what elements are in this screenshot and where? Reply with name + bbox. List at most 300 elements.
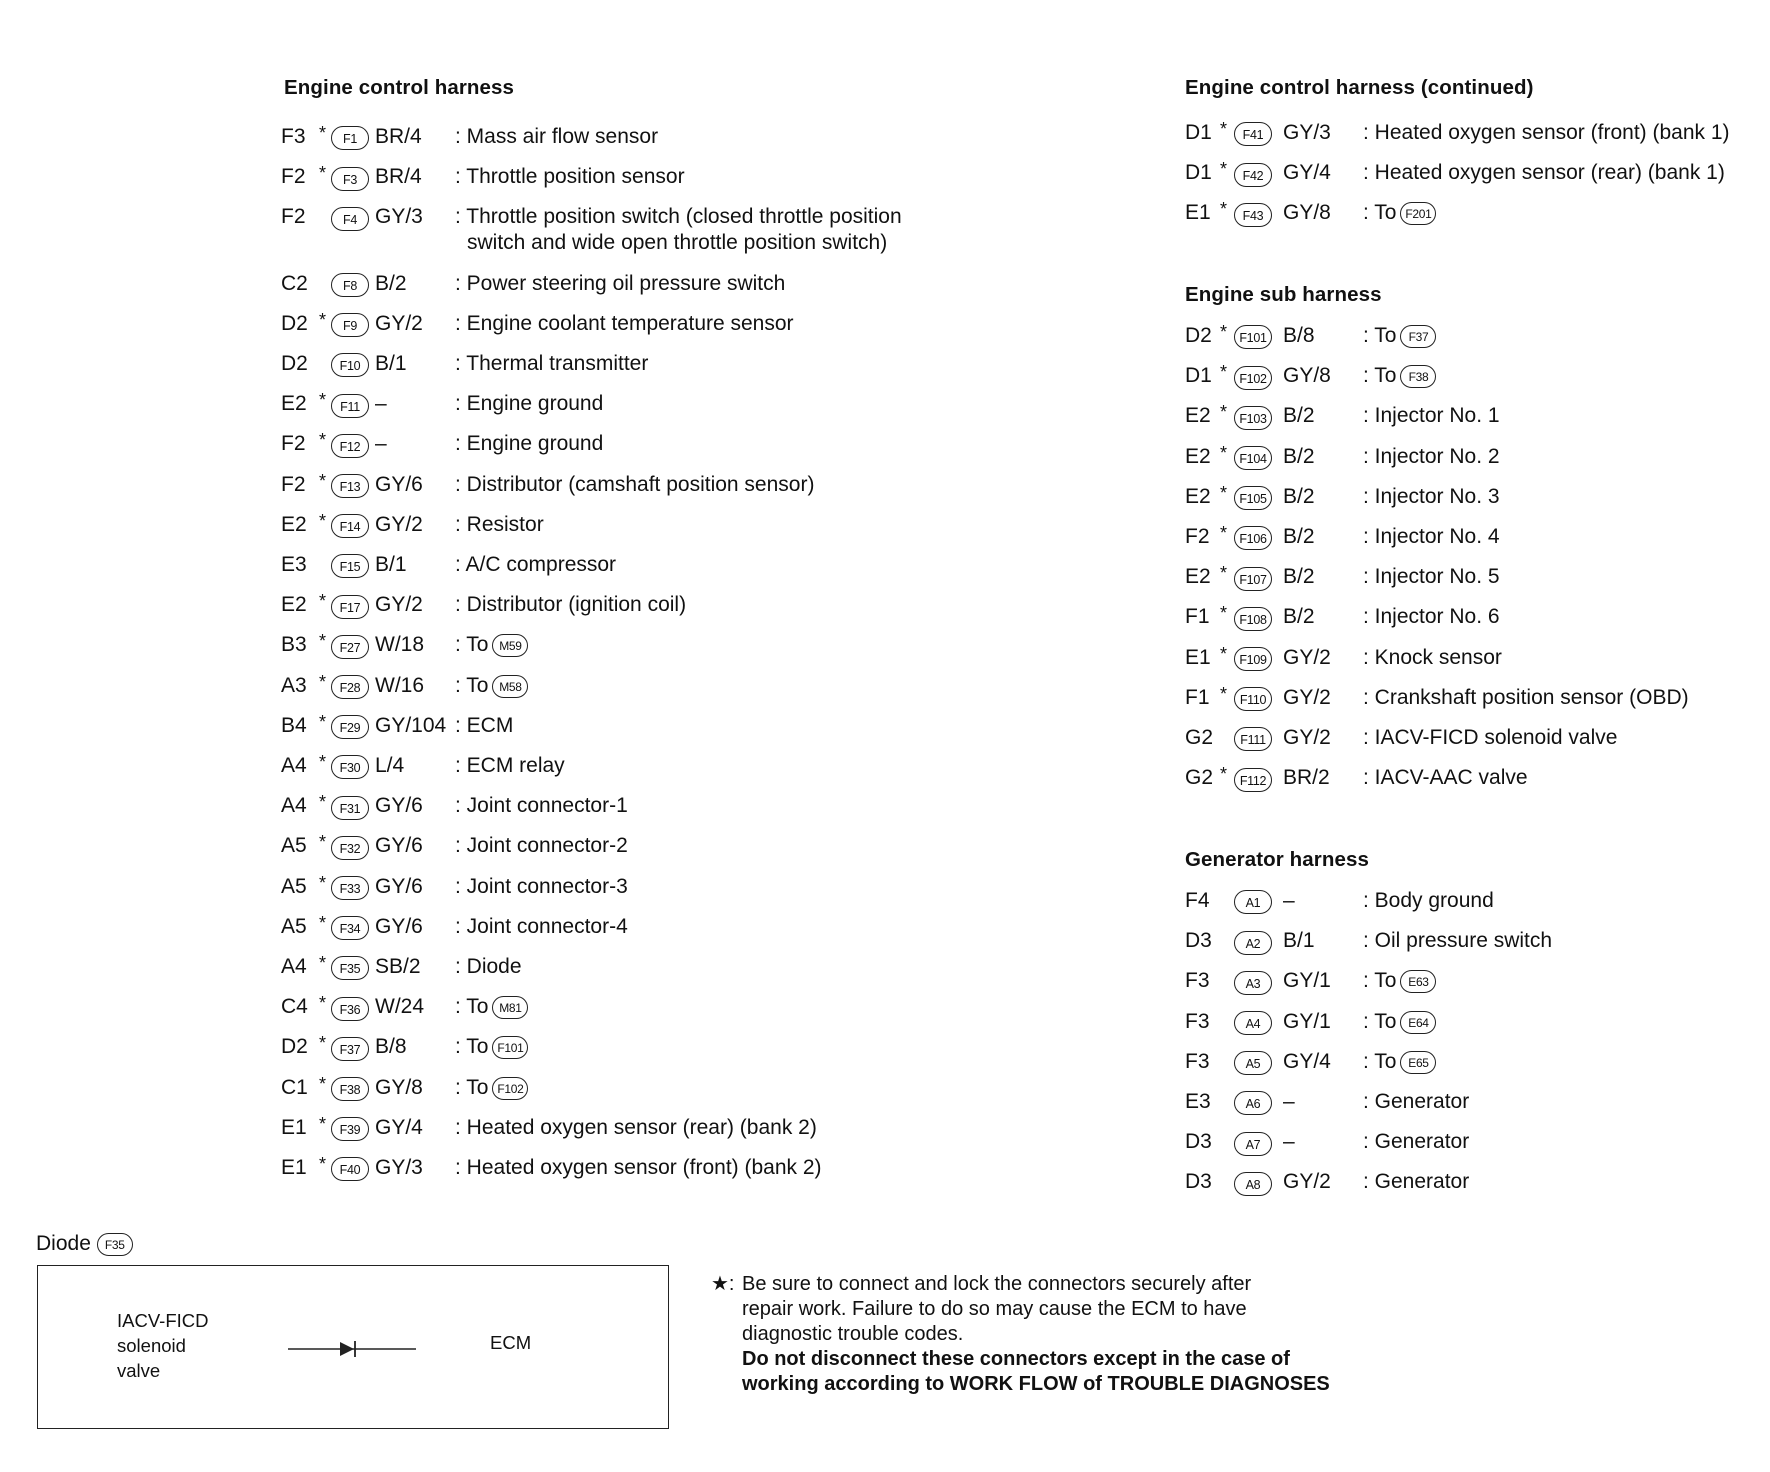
connector-description [455,512,544,538]
description-text: : To [455,633,489,657]
target-connector-icon: M59 [492,634,528,657]
connector-number-icon: F105 [1234,486,1272,510]
connector-number-icon: F27 [331,635,369,659]
grid-reference: A3 [281,673,307,697]
connector-description [455,431,603,457]
lock-mark: * [1220,119,1228,139]
connector-type: GY/1 [1283,1009,1331,1033]
connector-type: B/2 [1283,565,1315,589]
connector-type: GY/8 [1283,364,1331,388]
connector-number-icon: F15 [331,554,369,578]
lock-mark: * [1220,603,1228,624]
description-text: : Knock sensor [1363,645,1502,669]
connector-icon-wrap [331,165,369,191]
connector-type: B/8 [375,1035,407,1059]
connector-description [455,472,814,498]
connector-description [1363,1169,1469,1195]
connector-type: – [375,432,387,456]
connector-icon-wrap [1234,525,1272,551]
description-text: : Engine coolant temperature sensor [455,311,794,335]
lock-mark: * [1220,322,1228,342]
connector-type: GY/104 [375,713,447,737]
connector-description [455,833,628,859]
connector-type: – [1283,1130,1295,1154]
target-connector-icon: F101 [492,1036,528,1059]
connector-type: GY/8 [1283,201,1331,225]
connector-number-icon: F110 [1234,687,1272,711]
connector-number-icon: A3 [1234,971,1272,995]
lock-mark: * [319,309,327,330]
description-text: : Power steering oil pressure switch [455,271,786,295]
connector-number-icon: F38 [331,1077,369,1101]
grid-reference: E2 [1185,444,1211,468]
section-title-engine-control-harness-continued: Engine control harness (continued) [1185,76,1534,99]
lock-mark: * [319,591,327,612]
grid-reference: D3 [1185,929,1212,953]
connector-description [455,1115,817,1141]
connector-number-icon: F1 [331,126,369,150]
connector-description [1363,604,1500,630]
lock-mark: * [319,123,327,143]
connector-icon-wrap [1234,201,1272,227]
description-text: : Oil pressure switch [1363,929,1553,953]
connector-number-icon: F34 [331,916,369,940]
diode-diagram [37,1265,669,1429]
connector-description [1363,928,1552,954]
connector-number-icon: F37 [331,1037,369,1061]
connector-description [1363,1009,1436,1035]
lock-mark: * [1220,523,1228,543]
grid-reference: E1 [281,1156,307,1179]
connector-type: GY/1 [1283,969,1331,993]
connector-type: GY/6 [375,472,423,496]
description-text: : Thermal transmitter [455,352,649,375]
description-text: : Body ground [1363,889,1494,912]
connector-description [455,632,528,658]
grid-reference: E1 [1185,645,1211,669]
connector-icon-wrap [331,1035,369,1061]
description-text: : Engine ground [455,392,604,416]
connector-icon-wrap [331,593,369,619]
connector-description [1363,888,1494,914]
target-connector-icon: F37 [1400,325,1436,348]
connector-description [1363,200,1436,226]
connector-type: BR/2 [1283,766,1330,790]
grid-reference: F3 [1185,969,1210,993]
connector-number-icon: F9 [331,313,369,337]
grid-reference: D3 [1185,1170,1212,1194]
grid-reference: E2 [1185,484,1211,508]
connector-number-icon: F108 [1234,607,1272,631]
connector-icon-wrap [1234,1130,1272,1156]
section-title-generator-harness: Generator harness [1185,848,1369,871]
connector-icon-wrap [1234,686,1272,712]
grid-reference: F2 [281,432,306,456]
diode-input-label [117,1308,208,1383]
target-connector-icon: F38 [1400,365,1436,388]
connector-icon-wrap [1234,485,1272,511]
connector-description [455,1034,528,1060]
connector-description [455,592,686,618]
diode-input-line-3: valve [117,1360,161,1381]
connector-type: GY/4 [1283,1049,1331,1073]
connector-description [455,753,565,779]
connector-icon-wrap [331,392,369,418]
diode-caption [36,1232,133,1256]
connector-description [455,164,685,190]
connector-icon-wrap [1234,324,1272,350]
connector-description [455,874,628,900]
lock-mark: * [1220,563,1228,584]
lock-mark: * [319,1073,327,1094]
connector-number-icon: F104 [1234,446,1272,470]
description-text: : Joint connector-2 [455,834,628,858]
connector-description [1363,120,1730,146]
connector-icon-wrap [1234,404,1272,430]
target-connector-icon: M58 [492,675,528,698]
grid-reference: A5 [281,914,307,938]
connector-icon-wrap [331,513,369,539]
grid-reference: A4 [281,754,307,777]
connector-icon-wrap [331,473,369,499]
grid-reference: E2 [281,512,307,536]
connector-type: B/2 [1283,525,1315,548]
description-text-continued: switch and wide open throttle position switch) [467,231,888,255]
description-text: : Injector No. 6 [1363,605,1500,629]
description-text: : Diode [455,955,522,978]
grid-reference: E2 [281,593,307,617]
diode-caption-text: Diode [36,1232,91,1255]
description-text: : To [1363,1049,1397,1073]
connector-icon-wrap [1234,364,1272,390]
lock-mark: * [319,1113,327,1134]
caution-note [711,1272,1711,1397]
description-text: : Resistor [455,512,544,536]
connector-description [1363,363,1436,389]
connector-number-icon: F40 [331,1157,369,1181]
connector-icon-wrap [1234,121,1272,147]
connector-number-icon: F13 [331,474,369,498]
connector-description [1363,323,1436,349]
grid-reference: D2 [281,1035,308,1059]
lock-mark: * [319,671,327,692]
lock-mark: * [319,872,327,893]
description-text: : Generator [1363,1130,1470,1154]
description-text: : A/C compressor [455,553,617,576]
connector-description [455,271,785,297]
connector-type: SB/2 [375,955,421,978]
connector-icon-wrap [331,1156,369,1182]
grid-reference: F2 [281,205,306,229]
description-text: : Injector No. 4 [1363,525,1500,548]
connector-description [1363,1049,1436,1075]
connector-number-icon: F11 [331,394,369,418]
grid-reference: D1 [1185,121,1212,144]
lock-mark: * [319,1033,327,1054]
description-text: : To [1363,324,1397,347]
connector-icon-wrap [1234,646,1272,672]
connector-icon-wrap [331,553,369,579]
connector-icon-wrap [331,674,369,700]
grid-reference: F1 [1185,685,1210,709]
diode-input-line-1: IACV-FICD [117,1310,209,1331]
caution-mark-icon: ★: [711,1273,735,1295]
connector-description [455,351,648,377]
connector-type: GY/3 [375,1156,423,1179]
connector-type: GY/2 [1283,685,1331,709]
section-title-engine-sub-harness: Engine sub harness [1185,283,1382,306]
connector-icon-wrap [1234,726,1272,752]
grid-reference: C4 [281,995,308,1019]
lock-mark: * [319,163,327,184]
description-text: : Injector No. 5 [1363,565,1500,589]
diode-connector-icon: F35 [97,1233,133,1256]
note-line: Be sure to connect and lock the connectors securely after [742,1273,1252,1295]
connector-description [455,1075,528,1101]
connector-number-icon: F107 [1234,567,1272,591]
connector-icon-wrap [1234,889,1272,915]
lock-mark: * [319,912,327,933]
connector-number-icon: F33 [331,876,369,900]
description-text: : Heated oxygen sensor (rear) (bank 2) [455,1115,817,1139]
connector-description [455,914,628,940]
connector-icon-wrap [331,312,369,338]
connector-description [455,391,603,417]
connector-icon-wrap [331,754,369,780]
connector-icon-wrap [1234,1090,1272,1116]
connector-type: GY/2 [375,593,423,617]
connector-type: B/1 [375,553,407,576]
connector-type: GY/4 [1283,161,1331,185]
connector-type: W/18 [375,633,425,657]
connector-type: GY/6 [375,914,423,938]
description-text: : Generator [1363,1090,1470,1113]
connector-number-icon: A8 [1234,1172,1272,1196]
description-text: : Crankshaft position sensor (OBD) [1363,685,1689,709]
connector-description [455,994,528,1020]
connector-description [455,552,616,578]
connector-type: GY/2 [375,512,423,536]
description-text: : Throttle position switch (closed throttle position [455,205,902,229]
connector-description [1363,765,1528,791]
grid-reference: D2 [281,352,308,375]
connector-icon-wrap [331,1116,369,1142]
lock-mark: * [1220,199,1228,220]
connector-icon-wrap [331,794,369,820]
grid-reference: E1 [1185,201,1211,225]
connector-number-icon: F31 [331,796,369,820]
connector-description [455,793,628,819]
grid-reference: F3 [1185,1009,1210,1033]
connector-number-icon: F8 [331,273,369,297]
description-text: : Injector No. 1 [1363,404,1500,428]
connector-type: GY/2 [375,311,423,335]
connector-number-icon: F29 [331,715,369,739]
description-text: : Distributor (camshaft position sensor) [455,472,815,496]
connector-number-icon: F111 [1234,727,1272,751]
connector-number-icon: F32 [331,836,369,860]
connector-description [1363,564,1500,590]
grid-reference: A5 [281,874,307,898]
connector-description [1363,524,1500,550]
grid-reference: D1 [1185,161,1212,185]
lock-mark: * [319,792,327,813]
connector-type: GY/3 [1283,121,1331,144]
connector-type: L/4 [375,754,405,777]
connector-type: B/2 [1283,605,1315,629]
description-text: : Injector No. 3 [1363,484,1500,508]
grid-reference: F2 [281,165,306,189]
connector-description [1363,1089,1469,1115]
connector-icon-wrap [331,834,369,860]
connector-type: GY/6 [375,794,423,818]
grid-reference: E3 [1185,1090,1211,1113]
grid-reference: D2 [1185,324,1212,347]
lock-mark: * [319,993,327,1014]
grid-reference: D2 [281,311,308,335]
description-text: : To [1363,969,1397,993]
connector-icon-wrap [331,1076,369,1102]
connector-number-icon: A4 [1234,1011,1272,1035]
description-text: : Engine ground [455,432,604,456]
note-bold-line: Do not disconnect these connectors except in the case of [742,1348,1290,1370]
connector-number-icon: F112 [1234,768,1272,792]
connector-type: GY/6 [375,834,423,858]
grid-reference: D1 [1185,364,1212,388]
lock-mark: * [319,953,327,973]
connector-type: B/1 [375,352,407,375]
connector-type: – [375,392,387,416]
connector-icon-wrap [331,714,369,740]
connector-number-icon: F17 [331,595,369,619]
grid-reference: B4 [281,713,307,737]
connector-description [455,204,902,256]
connector-type: – [1283,1090,1295,1113]
description-text: : Distributor (ignition coil) [455,593,687,617]
description-text: : To [455,673,489,697]
connector-description [455,124,658,150]
connector-icon-wrap [1234,161,1272,187]
lock-mark: * [1220,362,1228,383]
grid-reference: A5 [281,834,307,858]
connector-number-icon: F4 [331,207,369,231]
connector-type: B/2 [1283,404,1315,428]
connector-number-icon: F101 [1234,325,1272,349]
description-text: : IACV-AAC valve [1363,766,1528,790]
connector-description [1363,725,1617,751]
description-text: : ECM [455,713,514,737]
description-text: : Injector No. 2 [1363,444,1500,468]
connector-type: GY/8 [375,1075,423,1099]
description-text: : To [1363,1009,1397,1033]
connector-type: GY/3 [375,205,423,229]
lock-mark: * [1220,482,1228,503]
connector-description [455,713,513,739]
connector-number-icon: F43 [1234,203,1272,227]
connector-icon-wrap [1234,1010,1272,1036]
connector-description [455,673,528,699]
connector-number-icon: F41 [1234,122,1272,146]
connector-number-icon: F12 [331,434,369,458]
connector-description [455,1155,822,1181]
note-bold-line: working according to WORK FLOW of TROUBLE DIAGNOSES [742,1373,1330,1395]
connector-type: B/8 [1283,324,1315,347]
grid-reference: C2 [281,271,308,295]
connector-number-icon: A5 [1234,1051,1272,1075]
lock-mark: * [1220,442,1228,463]
connector-icon-wrap [1234,766,1272,792]
connector-number-icon: F42 [1234,163,1272,187]
target-connector-icon: E65 [1400,1051,1436,1074]
description-text: : Throttle position sensor [455,165,685,189]
description-text: : To [1363,201,1397,225]
target-connector-icon: E64 [1400,1011,1436,1034]
connector-type: GY/2 [1283,726,1331,749]
connector-description [455,954,522,980]
connector-description [1363,160,1725,186]
note-line: repair work. Failure to do so may cause the ECM to have [742,1298,1247,1320]
connector-icon-wrap [331,125,369,151]
connector-type: W/24 [375,995,425,1019]
description-text: : Heated oxygen sensor (front) (bank 1) [1363,121,1730,144]
connector-icon-wrap [1234,929,1272,955]
lock-mark: * [1220,402,1228,423]
description-text: : To [455,995,489,1019]
connector-number-icon: F35 [331,956,369,980]
connector-description [455,311,794,337]
connector-icon-wrap [1234,605,1272,631]
lock-mark: * [319,711,327,732]
grid-reference: B3 [281,633,307,657]
connector-number-icon: A1 [1234,890,1272,914]
grid-reference: E2 [1185,565,1211,589]
connector-icon-wrap [1234,1050,1272,1076]
grid-reference: A4 [281,955,307,978]
connector-type: GY/4 [375,1115,423,1139]
connector-description [1363,403,1500,429]
connector-number-icon: A7 [1234,1132,1272,1156]
diode-input-line-2: solenoid [117,1335,186,1356]
connector-number-icon: F30 [331,755,369,779]
connector-icon-wrap [331,352,369,378]
connector-description [1363,968,1436,994]
lock-mark: * [319,1154,327,1174]
connector-description [1363,444,1500,470]
connector-icon-wrap [331,432,369,458]
connector-number-icon: A2 [1234,931,1272,955]
description-text: : Joint connector-4 [455,914,628,938]
description-text: : ECM relay [455,754,565,777]
description-text: : To [455,1075,489,1099]
section-title-engine-control-harness: Engine control harness [284,76,515,99]
target-connector-icon: F201 [1400,202,1436,225]
connector-number-icon: F109 [1234,647,1272,671]
grid-reference: D3 [1185,1130,1212,1154]
grid-reference: C1 [281,1075,308,1099]
description-text: : To [1363,364,1397,388]
connector-description [1363,685,1689,711]
connector-number-icon: F3 [331,167,369,191]
connector-icon-wrap [1234,445,1272,471]
diode-symbol-icon [288,1338,416,1360]
connector-icon-wrap [331,633,369,659]
connector-icon-wrap [331,875,369,901]
grid-reference: E2 [281,392,307,416]
lock-mark: * [319,752,327,772]
connector-icon-wrap [331,272,369,298]
target-connector-icon: F102 [492,1077,528,1100]
lock-mark: * [319,390,327,411]
